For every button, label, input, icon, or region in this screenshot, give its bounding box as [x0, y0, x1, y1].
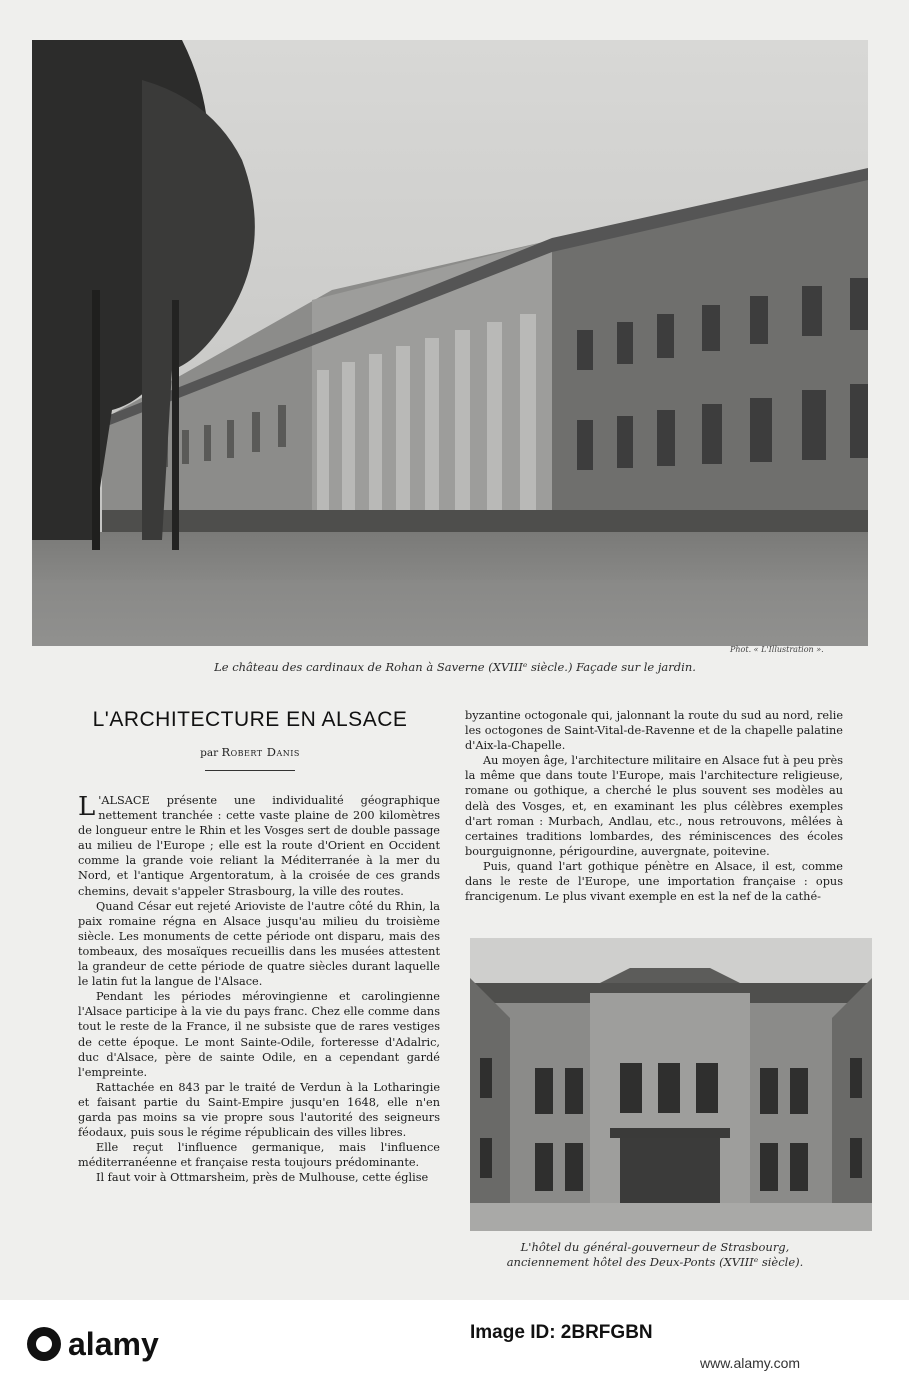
right-column [465, 708, 843, 904]
svg-text:alamy: alamy [68, 1326, 159, 1362]
byline-prefix: par [200, 747, 219, 759]
author-name: Robert Danis [221, 745, 300, 759]
left-column [78, 793, 440, 1185]
chateau-rohan-photo [32, 40, 868, 646]
article-title: L'ARCHITECTURE EN ALSACE [92, 708, 408, 731]
paragraph: Elle reçut l'influence germanique, mais l'influence méditerranéenne et française resta toujours prédominante. [78, 1141, 440, 1170]
stock-url: www.alamy.com [700, 1355, 801, 1371]
photo-credit: Phot. « L'Illustration ». [730, 645, 824, 654]
alamy-logo-icon [24, 1322, 204, 1366]
top-photo-caption: Le château des cardinaux de Rohan à Saverne (XVIIIᵉ siècle.) Façade sur le jardin. [214, 660, 696, 674]
image-id: Image ID: 2BRFGBN [470, 1322, 653, 1343]
caption-line: anciennement hôtel des Deux-Ponts (XVIIIᵉ siècle). [506, 1255, 804, 1269]
drop-cap: L [78, 792, 96, 822]
paragraph: Au moyen âge, l'architecture militaire en Alsace fut à peu près la même que dans toute l'Europe, mais l'architecture religieuse, romane ou gothique, a cherché le plus souvent ses modèles au delà des Vosges, et, en examinant les plus célèbres exemples d'art roman : Murbach, Andlau, etc., nous retrouvons, mêlées à certaines traditions lombardes, des réminiscences des écoles bourguignonne, périgourdine, auvergnate, poitevine. [465, 754, 843, 858]
paragraph: Rattachée en 843 par le traité de Verdun à la Lotharingie et faisant partie du Saint-Empire jusqu'en 1648, elle n'en garda pas moins sa vie propre sous l'autorité des seigneurs féodaux, puis sous le régime républicain des villes libres. [78, 1080, 440, 1140]
paragraph: Pendant les périodes mérovingienne et carolingienne l'Alsace participe à la vie du pays franc. Chez elle comme dans tout le reste de la France, il ne subsiste que de rares vestiges de cette époque. Le mont Sainte-Odile, forteresse d'Adalric, duc d'Alsace, père de sainte Odile, en a cependant gardé l'empreinte. [78, 990, 440, 1079]
hotel-gouverneur-photo [470, 938, 872, 1231]
bottom-photo-caption [470, 1240, 840, 1270]
paragraph: byzantine octogonale qui, jalonnant la route du sud au nord, relie les octogones de Saint-Vital-de-Ravenne et de la chapelle palatine d'Aix-la-Chapelle. [465, 709, 843, 753]
paragraph: L 'ALSACE présente une individualité géographique nettement tranchée : cette vaste plaine de 200 kilomètres de longueur entre le Rhin et les Vosges sert de double passage au milieu de l'Europe ; elle est la route d'Orient en Occident comme la grande voie reliant la Méditerranée à la mer du Nord, et l'antique Argentoratum, à la croisée de ces grands chemins, devait s'appeler Strasbourg, la ville des routes. [78, 792, 440, 898]
paragraph: Il faut voir à Ottmarsheim, près de Mulhouse, cette église [96, 1171, 429, 1185]
title-divider [205, 770, 295, 771]
paragraph: Puis, quand l'art gothique pénètre en Alsace, il est, comme dans le reste de l'Europe, une importation française : opus francigenum. Le plus vivant exemple en est la nef de la cathé- [465, 859, 843, 904]
caption-line: L'hôtel du général-gouverneur de Strasbourg, [520, 1240, 790, 1254]
paragraph: Quand César eut rejeté Arioviste de l'autre côté du Rhin, la paix romaine régna en Alsace jusqu'au milieu du troisième siècle. Les monuments de cette période ont disparu, mais des tombeaux, des mosaïques recueillis dans les musées attestent la grandeur de cette période de quatre siècles durant laquelle le latin fut la langue de l'Alsace. [78, 899, 440, 989]
byline [60, 745, 440, 759]
